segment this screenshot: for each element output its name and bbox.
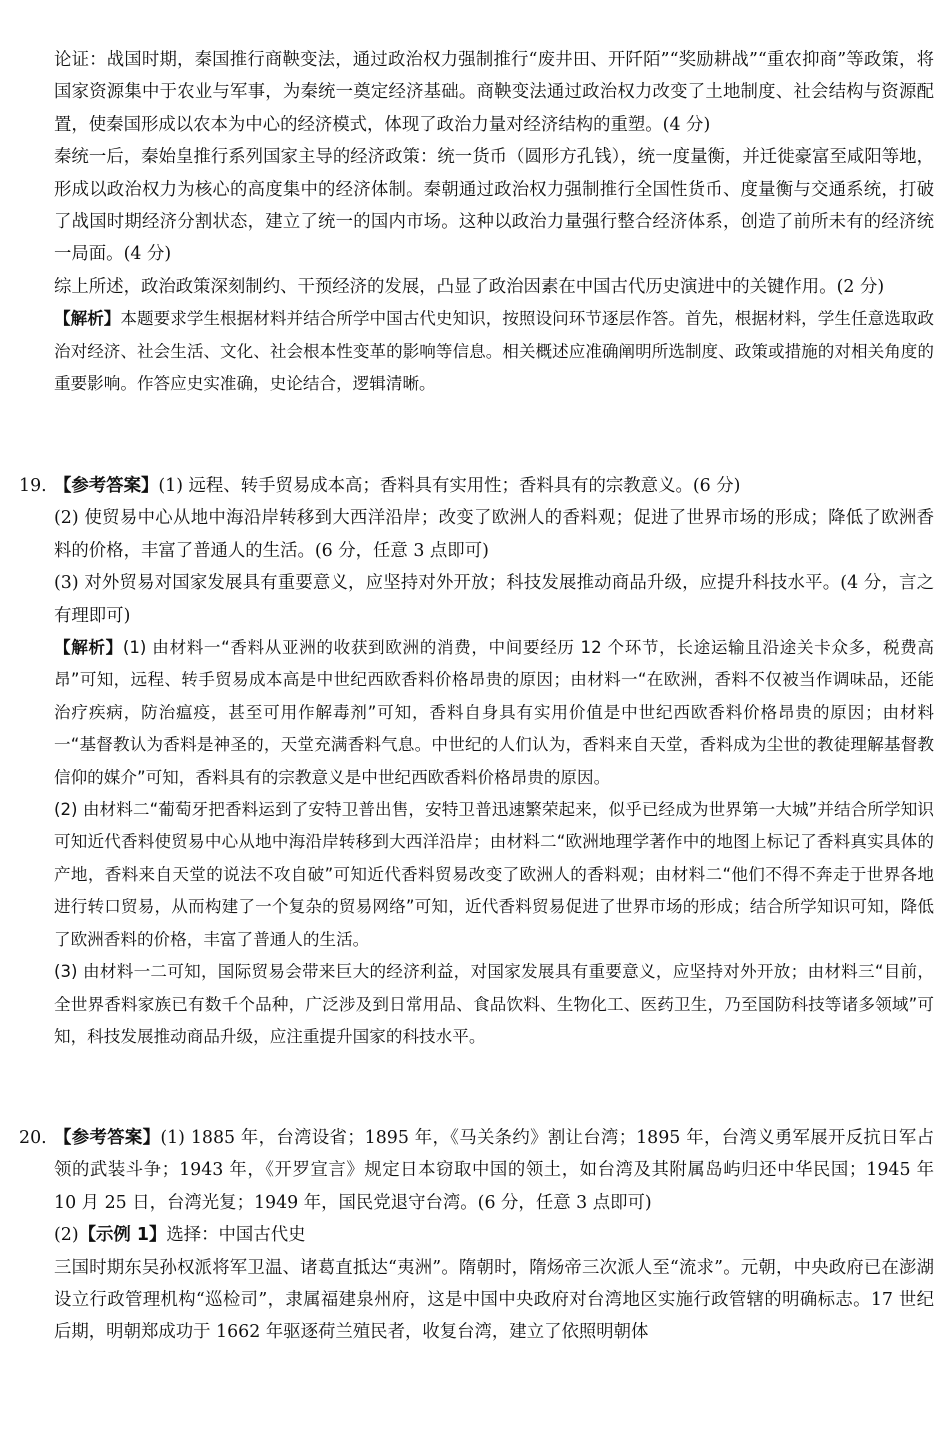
answer-label: 【参考答案】: [54, 476, 159, 496]
q19-answer-2: (2) 使贸易中心从地中海沿岸转移到大西洋沿岸；改变了欧洲人的香料观；促进了世界市场的形成；降低了欧洲香料的价格，丰富了普通人的生活。(6 分，任意 3 点即可): [54, 508, 934, 561]
answer-text: (1) 1885 年，台湾设省；1895 年，《马关条约》割让台湾；1895 年，台湾义勇军展开反抗日军占领的武装斗争；1943 年，《开罗宣言》规定日本窃取中国的领土，如台湾及其附属岛屿归还中华民国；1945 年 10 月 25 日，台湾光复；1949 年，国民党退守台湾。(6 分，任意 3 点即可): [54, 1128, 934, 1213]
q20-example-heading: [0, 1219, 950, 1251]
question-19: [0, 470, 950, 1053]
analysis-label: 【解析】: [54, 309, 121, 329]
q20-answer-1: [0, 1122, 950, 1219]
question-number: 20.: [19, 1128, 47, 1148]
question-20: [0, 1122, 950, 1349]
q18-analysis: [0, 303, 950, 400]
q19-answer-3: (3) 对外贸易对国家发展具有重要意义，应坚持对外开放；科技发展推动商品升级，应提升科技水平。(4 分，言之有理即可): [54, 573, 934, 626]
analysis-label: 【解析】: [54, 638, 123, 658]
analysis-text: (1) 由材料一“香料从亚洲的收获到欧洲的消费，中间要经历 12 个环节，长途运输且沿途关卡众多，税费高昂”可知，远程、转手贸易成本高是中世纪西欧香料价格昂贵的原因；由材料一“在欧洲，香料不仅被当作调味品，还能治疗疾病，防治瘟疫，甚至可用作解毒剂”可知，香料自身具有实用价值是中世纪西欧香料价格昂贵的原因；由材料一“基督教认为香料是神圣的，天堂充满香料气息。中世纪的人们认为，香料来自天堂，香料成为尘世的教徒理解基督教信仰的媒介”可知，香料具有的宗教意义是中世纪西欧香料价格昂贵的原因。: [54, 638, 934, 787]
question-number: 19.: [19, 476, 47, 496]
q20-example-paragraph: 三国时期东吴孙权派将军卫温、诸葛直抵达“夷洲”。隋朝时，隋炀帝三次派人至“流求”。元朝，中央政府已在澎湖设立行政管理机构“巡检司”，隶属福建泉州府，这是中国中央政府对台湾地区实施行政管辖的明确标志。17 世纪后期，明朝郑成功于 1662 年驱逐荷兰殖民者，收复台湾，建立了依照明朝体: [54, 1257, 934, 1343]
q18-continuation: [0, 44, 950, 400]
q19-analysis-3: (3) 由材料一二可知，国际贸易会带来巨大的经济利益，对国家发展具有重要意义，应坚持对外开放；由材料三“目前，全世界香料家族已有数千个品种，广泛涉及到日常用品、食品饮料、生物化工、医药卫生，乃至国防科技等诸多领域”可知，科技发展推动商品升级，应注重提升国家的科技水平。: [54, 962, 934, 1046]
q19-analysis-1: [0, 632, 950, 794]
example-label: 【示例 1】: [78, 1225, 167, 1246]
answer-label: 【参考答案】: [54, 1128, 161, 1148]
analysis-text: 本题要求学生根据材料并结合所学中国古代史知识，按照设问环节逐层作答。首先，根据材料，学生任意选取政治对经济、社会生活、文化、社会根本性变革的影响等信息。相关概述应准确阐明所选制度、政策或措施的对相关角度的重要影响。作答应史实准确，史论结合，逻辑清晰。: [54, 309, 935, 394]
q18-conclusion: 综上所述，政治政策深刻制约、干预经济的发展，凸显了政治因素在中国古代历史演进中的关键作用。(2 分): [54, 276, 885, 297]
q19-answer-1: [0, 470, 950, 502]
q18-argument-1: 论证：战国时期，秦国推行商鞅变法，通过政治权力强制推行“废井田、开阡陌”“奖励耕战”“重农抑商”等政策，将国家资源集中于农业与军事，为秦统一奠定经济基础。商鞅变法通过政治权力改变了土地制度、社会结构与资源配置，使秦国形成以农本为中心的经济模式，体现了政治力量对经济结构的重塑。(4 分): [54, 50, 934, 135]
example-choice: 选择：中国古代史: [166, 1225, 306, 1246]
q19-analysis-2: (2) 由材料二“葡萄牙把香料运到了安特卫普出售，安特卫普迅速繁荣起来，似乎已经成为世界第一大城”并结合所学知识可知近代香料使贸易中心从地中海沿岸转移到大西洋沿岸；由材料二“欧洲地理学著作中的地图上标记了香料真实具体的产地，香料来自天堂的说法不攻自破”可知近代香料贸易改变了欧洲人的香料观；由材料二“他们不得不奔走于世界各地进行转口贸易，从而构建了一个复杂的贸易网络”可知，近代香料贸易促进了世界市场的形成；结合所学知识可知，降低了欧洲香料的价格，丰富了普通人的生活。: [54, 800, 934, 949]
answer-text: (1) 远程、转手贸易成本高；香料具有实用性；香料具有的宗教意义。(6 分): [158, 476, 741, 496]
q18-argument-2: 秦统一后，秦始皇推行系列国家主导的经济政策：统一货币（圆形方孔钱），统一度量衡，并迁徙豪富至咸阳等地，形成以政治权力为核心的高度集中的经济体制。秦朝通过政治权力强制推行全国性货币、度量衡与交通系统，打破了战国时期经济分割状态，建立了统一的国内市场。这种以政治力量强行整合经济体系，创造了前所未有的经济统一局面。(4 分): [54, 147, 934, 265]
part-number: (2): [54, 1225, 79, 1246]
